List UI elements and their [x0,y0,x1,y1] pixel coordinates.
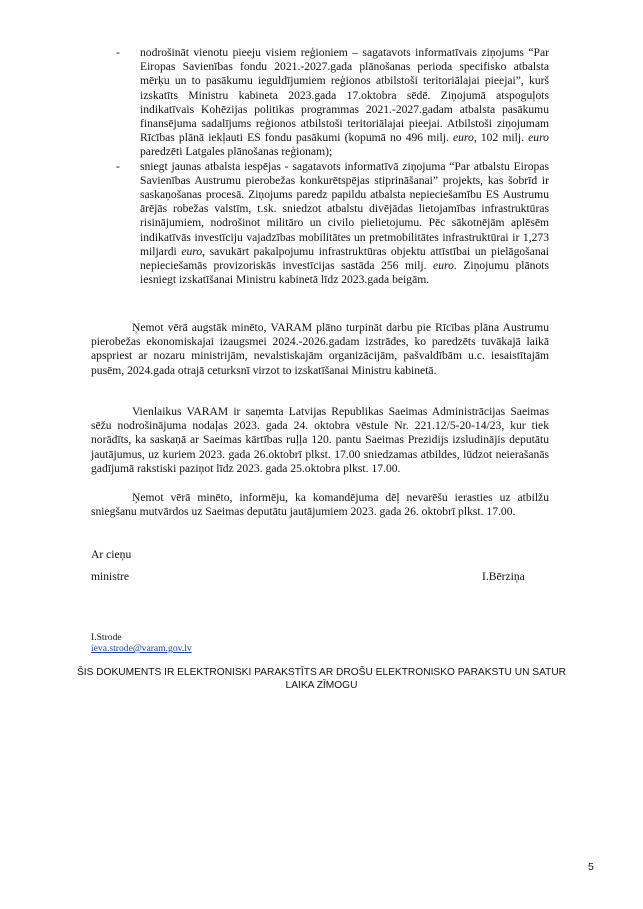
bullet-item-regions: - nodrošināt vienotu pieeju visiem reģioniem – sagatavots informatīvais ziņojums “Par Eiropas Savienības fondu 2021.-2027.gada plānošanas perioda specifisko atbalsta mērķu un to pasākumu ieguldījumiem reģionos atbilstoši teritoriālajai pieejai”, kurš izskatīts Ministru kabineta 2023.gada 17.oktobra sēdē. Ziņojumā atspoguļots indikatīvais Kohēzijas politikas programmas 2021.-2027.gadam atbalsta pasākumu finansējuma sadalījums reģionos atbilstoši teritoriālajai pieejai. Atbilstoši ziņojumam Rīcības plānā iekļauti ES fondu pasākumi (kopumā no 496 milj. euro, 102 milj. euro paredzēti Latgales plānošanas reģionam); [116,46,549,159]
paragraph-saeima-letter: Vienlaikus VARAM ir saņemta Latvijas Republikas Saeimas Administrācijas Saeimas sēžu nodrošinājuma nodaļas 2023. gada 24. oktobra vēstule Nr. 221.12/5-20-14/23, kur tiek norādīts, ka saskaņā ar Saeimas kārtības ruļļa 120. pantu Saeimas Prezidijs izsludinājis deputātu jautājumus, uz kuriem 2023. gada 26.oktobrī plkst. 17.00 sniedzamas atbildes, lūdzot neierašanās gadījumā rakstiski paziņot līdz 2023. gada 25.oktobra plkst. 17.00. [91,405,549,475]
signature-closing: Ar cieņu [91,548,132,561]
electronic-signature-notice: ŠIS DOKUMENTS IR ELEKTRONISKI PARAKSTĪTS AR DROŠU ELEKTRONISKO PARAKSTU UN SATUR LAIKA ZĪMOGU [76,667,567,691]
signature-position: ministre [91,570,129,583]
bullet-marker: - [116,159,120,173]
paragraph-action-plan: Ņemot vērā augstāk minēto, VARAM plāno turpināt darbu pie Rīcības plāna Austrumu pierobežas ekonomiskajai izaugsmei 2024.-2026.gadam izstrādes, ko paredzēts tuvākajā laikā apspriest ar nozaru ministrijām, nevalstiskajām organizācijām, pašvaldībām u.c. iesaistītajām pusēm, 2024.gada otrajā ceturksnī virzot to izskatīšanai Ministru kabinetā. [91,321,549,377]
paragraph-absence-notice: Ņemot vērā minēto, informēju, ka komandējuma dēļ nevarēšu ierasties uz atbilžu sniegšanu mutvārdos uz Saeimas deputātu jautājumiem 2023. gada 26. oktobrī plkst. 17.00. [91,491,549,519]
bullet-item-border-support: - sniegt jaunas atbalsta iespējas - sagatavots informatīvā ziņojuma “Par atbalstu Eiropas Savienības Austrumu pierobežas konkurētspējas stiprināšanai” projekts, kas šobrīd ir saskaņošanas procesā. Ziņojums paredz papildu atbalsta nepieciešamību ES Austrumu ārējās robežas valstīm, t.sk. sniedzot atbalstu divējādas lietojamības infrastruktūras risinājumiem, nodrošinot militāro un civilo pielietojumu. Pēc sākotnējām aplēsēm indikatīvās investīciju vajadzības mobilitātes un pretmobilitātes infrastruktūrai ir 1,273 miljardi euro, savukārt pakalpojumu infrastruktūras objektu attīstībai un pielāgošanai nepieciešamās provizoriskās investīcijas sastāda 256 milj. euro. Ziņojumu plānots iesniegt izskatīšanai Ministru kabinetā līdz 2023.gada beigām. [116,159,549,287]
page-number: 5 [588,861,594,873]
author-email-link[interactable]: ieva.strode@varam.gov.lv [91,643,192,654]
bullet-list [0,46,643,287]
bullet-marker: - [116,46,120,59]
author-name: I.Strode [91,632,122,643]
signature-name: I.Bērziņa [482,570,525,583]
